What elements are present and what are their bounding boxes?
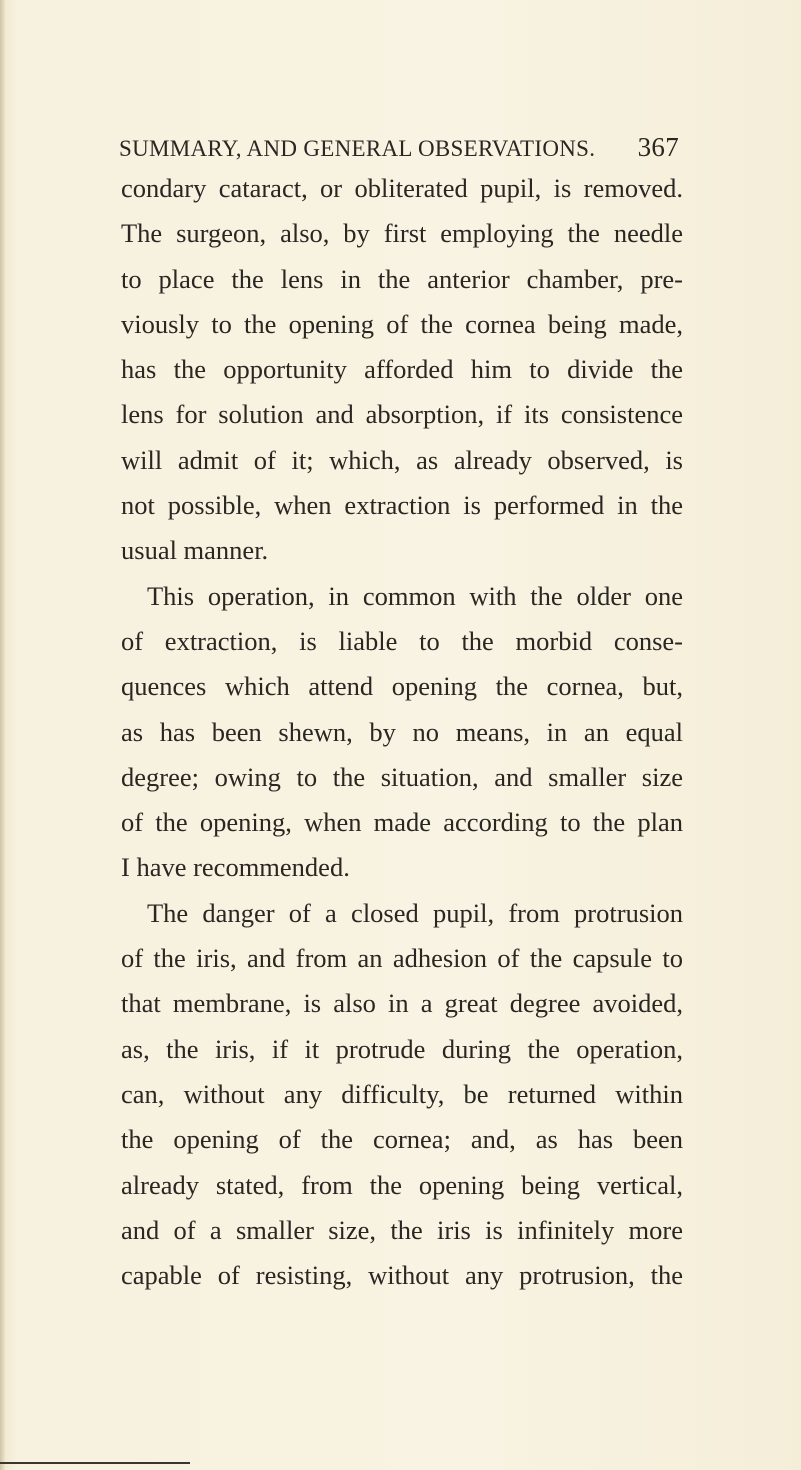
bottom-rule	[0, 1462, 190, 1464]
text-line: not possible, when extraction is performed in the	[121, 490, 683, 521]
text-line: that membrane, is also in a great degree avoided,	[121, 988, 683, 1019]
text-line: usual manner.	[121, 535, 269, 566]
text-line: capable of resisting, without any protrusion, the	[121, 1260, 683, 1291]
text-line: This operation, in common with the older one	[147, 580, 683, 611]
text-line: of the opening, when made according to the plan	[121, 807, 683, 838]
text-line: has the opportunity afforded him to divide the	[121, 354, 683, 385]
text-line: condary cataract, or obliterated pupil, is removed.	[121, 173, 683, 203]
page-edge	[0, 0, 5, 1470]
text-line: The danger of a closed pupil, from protrusion	[147, 897, 683, 928]
page-number: 367	[637, 132, 679, 162]
text-line: of the iris, and from an adhesion of the capsule to	[121, 943, 683, 974]
text-line: and of a smaller size, the iris is infinitely more	[121, 1214, 683, 1245]
text-line: to place the lens in the anterior chamber, pre-	[121, 263, 683, 294]
text-line: already stated, from the opening being vertical,	[121, 1169, 683, 1200]
text-line: as has been shewn, by no means, in an equal	[121, 716, 683, 747]
text-line: degree; owing to the situation, and smaller size	[121, 761, 683, 792]
text-line: The surgeon, also, by first employing the needle	[121, 218, 683, 249]
running-head-title: SUMMARY, AND GENERAL OBSERVATIONS.	[119, 136, 596, 161]
text-line: lens for solution and absorption, if its consistence	[121, 399, 683, 430]
body-text	[121, 166, 683, 1298]
text-line: of extraction, is liable to the morbid conse-	[121, 625, 683, 656]
running-head	[119, 132, 689, 168]
text-line: I have recommended.	[121, 852, 350, 883]
text-line: viously to the opening of the cornea being made,	[121, 308, 683, 339]
text-line: as, the iris, if it protrude during the operation,	[121, 1033, 683, 1064]
text-line: quences which attend opening the cornea, but,	[121, 671, 683, 702]
text-line: the opening of the cornea; and, as has been	[121, 1124, 683, 1155]
text-line: will admit of it; which, as already observed, is	[121, 444, 683, 475]
text-line: can, without any difficulty, be returned within	[121, 1078, 683, 1109]
